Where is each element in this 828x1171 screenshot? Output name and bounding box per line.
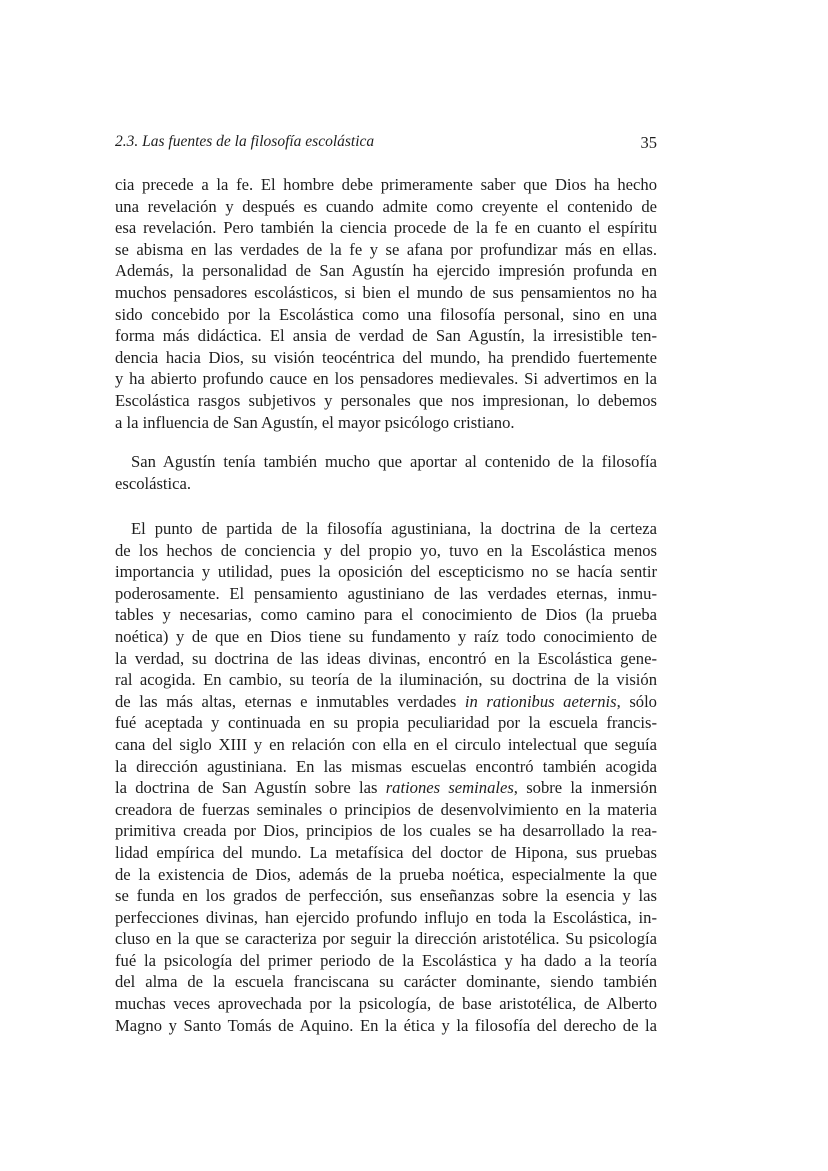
text-line: la verdad, su doctrina de las ideas divinas, encontró en la Escolástica gene-: [115, 648, 657, 668]
text-line: Magno y Santo Tomás de Aquino. En la ética y la filosofía del derecho de la: [115, 1015, 657, 1035]
paragraph-3: [115, 518, 657, 1036]
text-line: esa revelación. Pero también la ciencia procede de la fe en cuanto el espíritu: [115, 218, 657, 238]
text-segment: , sólo: [616, 691, 657, 711]
text-segment: la doctrina de San Agustín sobre las: [115, 778, 386, 798]
text-line: creadora de fuerzas seminales o principios de desenvolvimiento en la materia: [115, 799, 657, 819]
text-line: del alma de la escuela franciscana su carácter dominante, siendo también: [115, 972, 657, 992]
text-line: importancia y utilidad, pues la oposición del escepticismo no se hacía sentir: [115, 562, 657, 582]
text-line: la dirección agustiniana. En las mismas escuelas encontró también acogida: [115, 756, 657, 776]
running-header: [115, 133, 657, 155]
text-line: lidad empírica del mundo. La metafísica del doctor de Hipona, sus pruebas: [115, 842, 657, 862]
text-line: cana del siglo XIII y en relación con ella en el circulo intelectual que seguía: [115, 734, 657, 754]
text-line: tables y necesarias, como camino para el conocimiento de Dios (la prueba: [115, 605, 657, 625]
text-line: San Agustín tenía también mucho que aportar al contenido de la filosofía: [131, 452, 657, 471]
text-line: dencia hacia Dios, su visión teocéntrica del mundo, ha prendido fuertemente: [115, 347, 657, 367]
text-line: escolástica.: [115, 473, 192, 493]
text-line: ral acogida. En cambio, su teoría de la iluminación, su doctrina de la visión: [115, 670, 657, 690]
text-line: y ha abierto profundo cauce en los pensadores medievales. Si advertimos en la: [115, 369, 657, 389]
text-line: fué la psicología del primer periodo de la Escolástica y ha dado a la teoría: [115, 950, 657, 970]
text-line: muchos pensadores escolásticos, si bien el mundo de sus pensamientos no ha: [115, 282, 657, 302]
text-line: una revelación y después es cuando admite como creyente el contenido de: [115, 196, 657, 216]
text-line: Además, la personalidad de San Agustín ha ejercido impresión profunda en: [115, 261, 657, 281]
text-line: forma más didáctica. El ansia de verdad de San Agustín, la irresistible ten-: [115, 326, 657, 346]
text-line: noética) y de que en Dios tiene su fundamento y raíz todo conocimiento de: [115, 626, 657, 646]
text-line: muchas veces aprovechada por la psicología, de base aristotélica, de Alberto: [115, 994, 657, 1014]
text-line: sido concebido por la Escolástica como una filosofía personal, sino en una: [115, 304, 657, 324]
text-line: [115, 691, 657, 713]
italic-text: in rationibus aeternis: [464, 691, 617, 711]
italic-text: rationes seminales: [385, 778, 514, 798]
text-line: Escolástica rasgos subjetivos y personales que nos impresionan, lo debemos: [115, 390, 657, 410]
text-line: se abisma en las verdades de la fe y se afana por profundizar más en ellas.: [115, 239, 657, 259]
page-number: 35: [640, 133, 657, 152]
text-line: fué aceptada y continuada en su propia peculiaridad por la escuela francis-: [115, 713, 657, 733]
text-line: cia precede a la fe. El hombre debe primeramente saber que Dios ha hecho: [115, 175, 657, 194]
text-line: a la influencia de San Agustín, el mayor psicólogo cristiano.: [115, 412, 515, 432]
text-line: poderosamente. El pensamiento agustiniano de las verdades eternas, inmu-: [115, 583, 657, 603]
text-segment: , sobre la inmersión: [513, 778, 657, 798]
text-line: de los hechos de conciencia y del propio yo, tuvo en la Escolástica menos: [115, 540, 657, 560]
text-line: de la existencia de Dios, además de la prueba noética, especialmente la que: [115, 864, 657, 884]
paragraph-1: [115, 174, 657, 433]
text-line: cluso en la que se caracteriza por seguir la dirección aristotélica. Su psicología: [115, 929, 657, 949]
text-line: se funda en los grados de perfección, sus enseñanzas sobre la esencia y las: [115, 886, 657, 906]
text-line: El punto de partida de la filosofía agustiniana, la doctrina de la certeza: [131, 519, 657, 538]
text-line: perfecciones divinas, han ejercido profundo influjo en toda la Escolástica, in-: [115, 907, 657, 927]
section-title: 2.3. Las fuentes de la filosofía escolástica: [115, 133, 375, 150]
text-line: primitiva creada por Dios, principios de los cuales se ha desarrollado la rea-: [115, 821, 657, 841]
text-segment: de las más altas, eternas e inmutables verdades: [115, 691, 465, 711]
paragraph-2: [115, 451, 657, 494]
text-line: [115, 777, 657, 799]
